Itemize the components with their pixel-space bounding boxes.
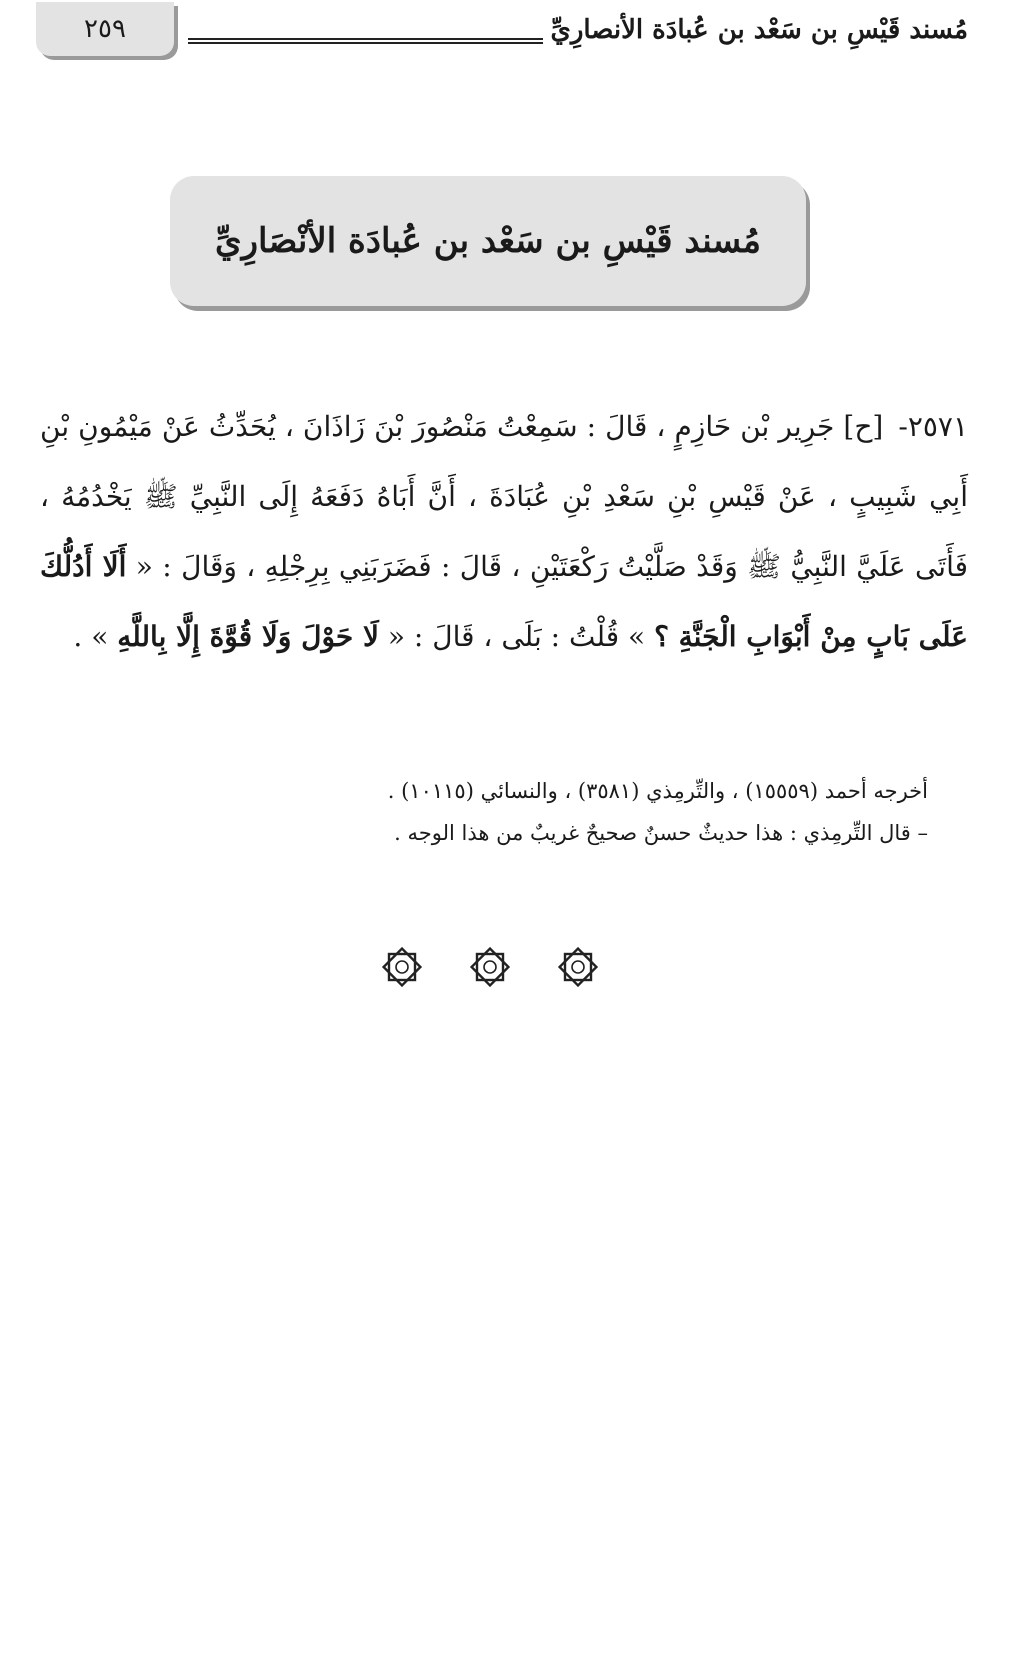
running-head [550, 10, 968, 50]
hadith-number: ٢٥٧١- [898, 410, 968, 443]
section-title-box [170, 176, 806, 306]
eight-point-star-icon [556, 945, 600, 989]
footnotes [60, 770, 928, 854]
hadith-answer: لَا حَوْلَ وَلَا قُوَّةَ إِلَّا بِاللَّهِ [117, 620, 379, 653]
tirmidhi-note: – قال التِّرمِذي : هذا حديثٌ حسنٌ صحيحٌ غريبٌ من هذا الوجه . [394, 821, 928, 845]
section-ornament [380, 944, 600, 990]
page-number-box [36, 2, 174, 56]
hadith-question: أَلَا أَدُلُّكَ عَلَى بَابٍ مِنْ أَبْوَابِ الْجَنَّةِ ؟ [40, 550, 968, 653]
section-title: مُسند قَيْسِ بن سَعْد بن عُبادَة الأنْصَارِيِّ [215, 221, 761, 261]
eight-point-star-icon [380, 945, 424, 989]
takhrij-note: أخرجه أحمد (١٥٥٥٩) ، والتِّرمِذي (٣٥٨١) ، والنسائي (١٠١١٥) . [387, 779, 928, 803]
quote-open: « [135, 550, 153, 583]
running-head-title: مُسند قَيْسِ بن سَعْد بن عُبادَة الأنصارِيِّ [550, 15, 968, 45]
page-number: ٢٥٩ [84, 14, 126, 44]
eight-point-star-icon [468, 945, 512, 989]
hadith-text [40, 392, 968, 672]
hadith-ending: » . [73, 620, 109, 653]
hadith-isnad: [ح] جَرِير بْن حَازِمٍ ، قَالَ : سَمِعْتُ مَنْصُورَ بْنَ زَاذَانَ ، يُحَدِّثُ عَنْ مَيْمُونِ بْنِ أَبِي شَبِيبٍ ، عَنْ قَيْسِ بْنِ سَعْدِ بْنِ عُبَادَةَ ، أَنَّ أَبَاهُ دَفَعَهُ إِلَى النَّبِيِّ ﷺ يَخْدُمُهُ ، فَأَتَى عَلَيَّ النَّبِيُّ ﷺ وَقَدْ صَلَّيْتُ رَكْعَتَيْنِ ، قَالَ : فَضَرَبَنِي بِرِجْلِهِ ، وَقَالَ : [40, 410, 969, 583]
header-rule [188, 38, 543, 44]
hadith-middle: » قُلْتُ : بَلَى ، قَالَ : « [387, 620, 646, 653]
